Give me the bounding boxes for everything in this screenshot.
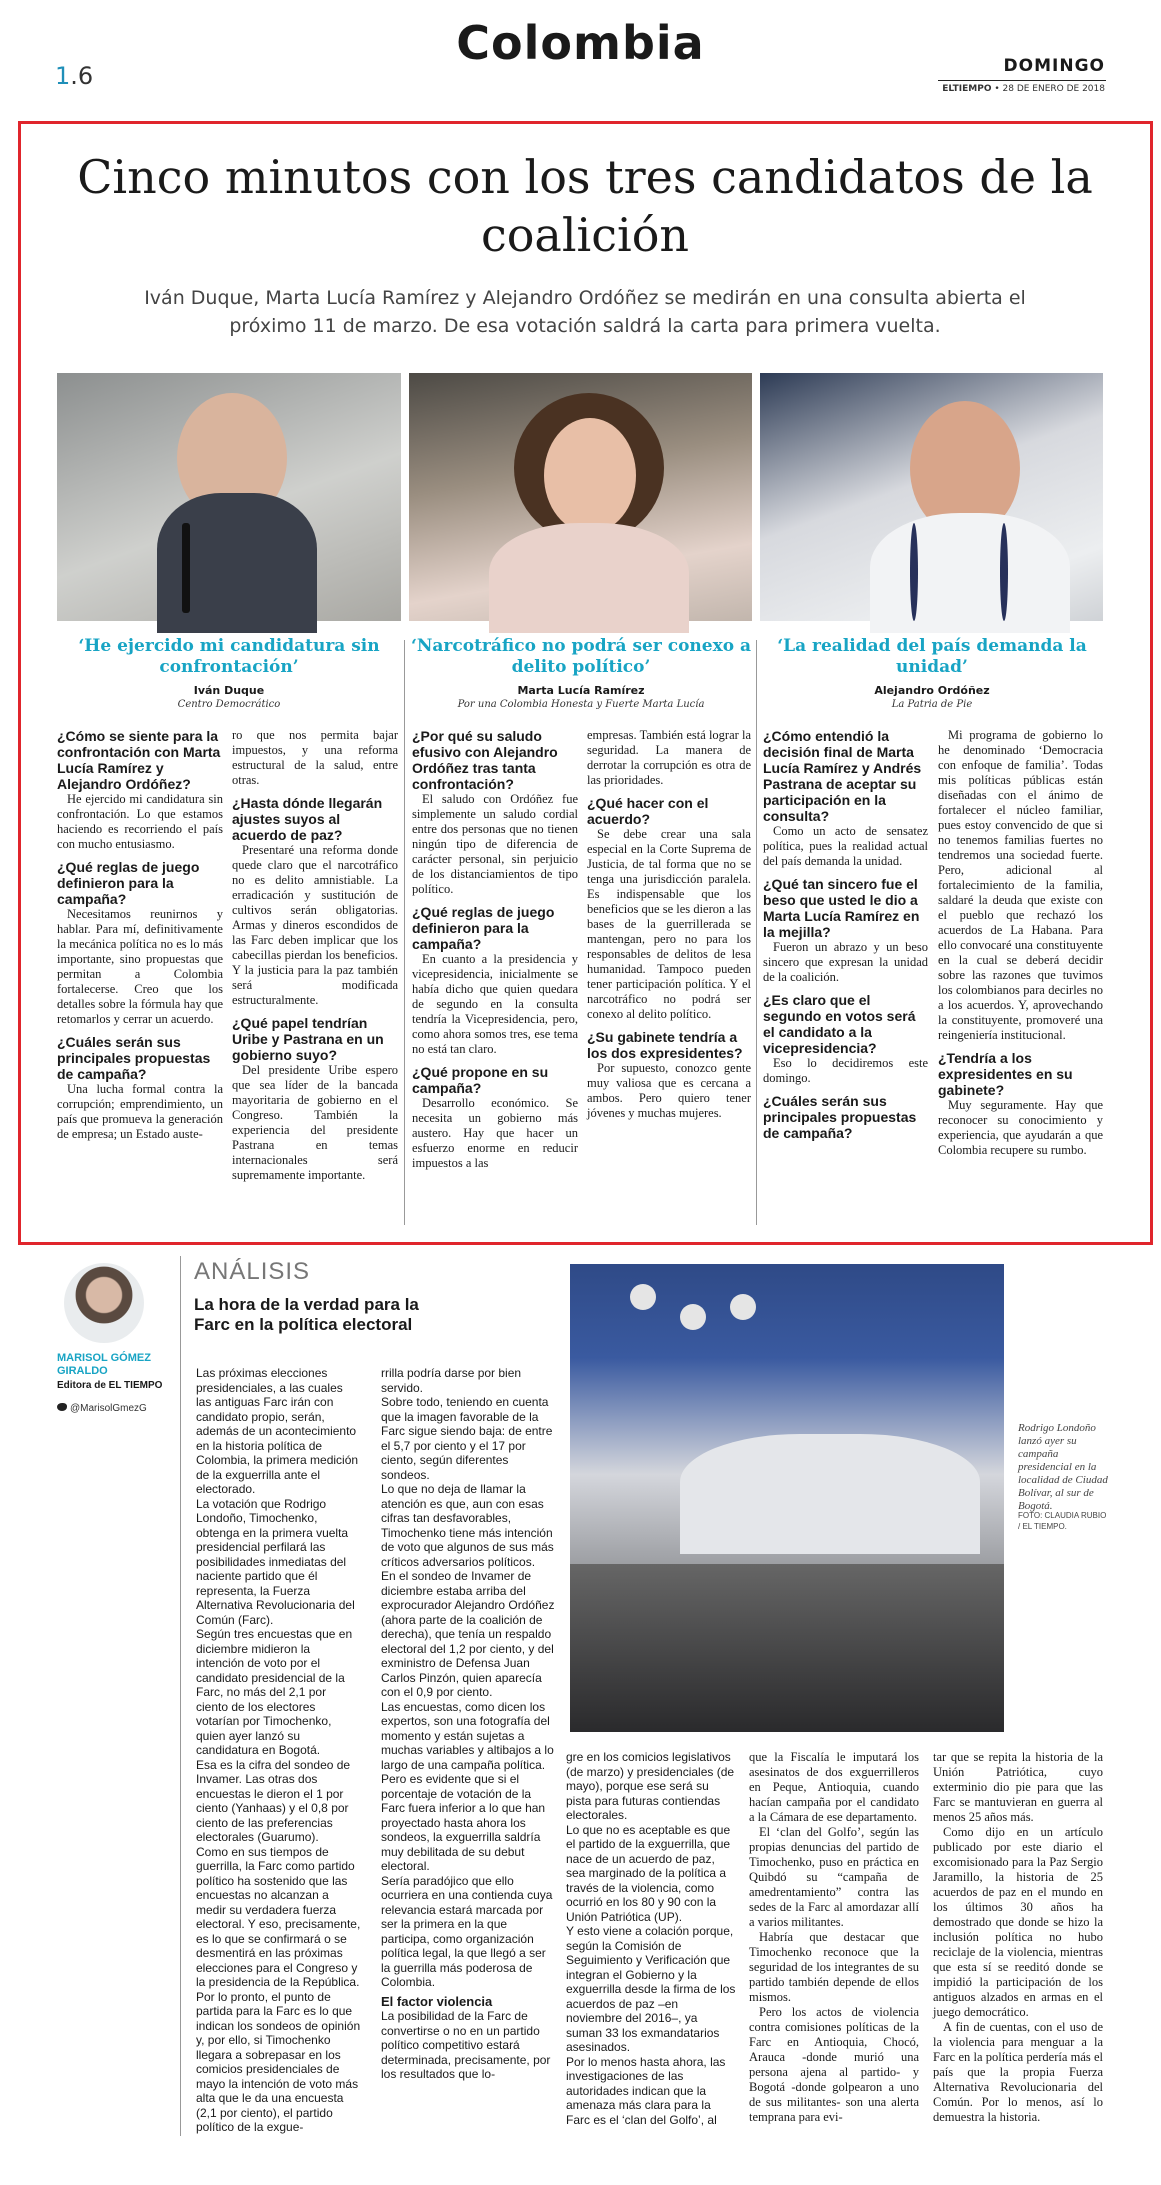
analysis-col-4: que la Fiscalía le imputará los asesinatos de dos exguerrilleros en Peque, Antioquia, cuando hacían campaña por el candidato a la Cámara de ese departamento. El ‘clan del Golfo’, según las propias denuncias del partido de Timochenko, puso en práctica en Quibdó su “campaña de amedrentamiento” contra las sedes de la Farc al amordazar allí a varios militantes. Habría que destacar que Timochenko reconoce que la seguridad de los integrantes de su partido también depende de ellos mismos. Pero los actos de violencia contra comisiones políticas de la Farc en Antioquia, Chocó, Arauca -donde murió una persona ajena al partido- y Bogotá -donde golpearon a uno de sus militantes- son una alerta temprana para evi- [749,1750,919,2124]
photo-ivan-duque [57,373,401,621]
candidate-3-quote: ‘La realidad del país demanda la unidad’ [777,636,1087,677]
candidate-3-col-b: Mi programa de gobierno lo he denominado ‘Democracia con enfoque de familia’. Todas mis políticas públicas están diseñadas con el ánimo de fortalecer el núcleo familiar, pues estoy convencido de que si no tenemos familias fuertes no tendremos una sociedad fuerte. Pero, adicional al fortalecimiento de la familia, saldaré la deuda que existe con el pueblo que rechazó los acuerdos de La Habana. Para ello convocaré una constituyente en la cual se deberá decidir sobre las razones que tuvimos los colombianos para decirles no a los acuerdos. Y, aprovechando la constituyente, promoveré una reingeniería institucional. ¿Tendría a los expresidentes en su gabinete? Muy seguramente. Hay que reconocer su conocimiento y experiencia, que ayudarán a que Colombia recupere su rumbo. [938,728,1103,1157]
candidate-1-quote: ‘He ejercido mi candidatura sin confrontación’ [78,636,380,677]
candidate-2-col-a: ¿Por qué su saludo efusivo con Alejandro Ordóñez tras tanta confrontación? El saludo con Ordóñez fue simplemente un saludo cordial entre dos personas que no tienen ningún tipo de diferencia de carácter personal, sin perjuicio de los distanciamientos de tipo político. ¿Qué reglas de juego definieron para la campaña? En cuanto a la presidencia y vicepresidencia, inicialmente se había dicho que quien quedara de segundo en la consulta tendría la Vicepresidencia, pero, como ahora somos tres, ese tema no está tan claro. ¿Qué propone en su campaña? Desarrollo económico. Se necesita un gobierno más austero. Hay que hacer un esfuerzo enorme en reducir impuestos a las [412,728,578,1170]
candidate-3-party: La Patria de Pie [891,699,973,710]
candidate-1-col-b: ro que nos permita bajar impuestos, y una reforma estructural de la salud, entre otras. ¿Hasta dónde llegarán ajustes suyos al acuerdo de paz? Presentaré una reforma donde quede claro que el narcotráfico no es delito amnistiable. La erradicación y sustitución de cultivos serán obligatorias. Armas y dineros escondidos de las Farc deben implicar que los cabecillas pierdan los beneficios. Y la justicia para la paz también será modificada estructuralmente. ¿Qué papel tendrían Uribe y Pastrana en un gobierno suyo? Del presidente Uribe espero que sea líder de la bancada mayoritaria de gobierno en el Congreso. También la experiencia del presidente Pastrana en temas internacionales será supremamente importante. [232,728,398,1182]
analysis-rule [180,1256,181,2136]
author-avatar [64,1263,144,1343]
candidate-2-quote: ‘Narcotráfico no podrá ser conexo a delito político’ [410,636,752,677]
analysis-col-5: tar que se repita la historia de la Unión Patriótica, cuyo exterminio dio pie para que las Farc se mantuvieran en guerra al menos 25 años más. Como dijo en un artículo publicado por este diario el excomisionado para la Paz Sergio Jaramillo, la historia de 25 acuerdos de paz en el mundo en los últimos 30 años ha demostrado que donde se hizo la inclusión política no hubo reciclaje de la violencia, mientras que esta sí se reeditó donde se impidió la participación de los antiguos alzados en armas en el juego democrático. A fin de cuentas, con el uso de la violencia para menguar a la Farc en la política perdería más el país que la propia Fuerza Alternativa Revolucionaria del Común. Por lo menos, así lo demuestra la historia. [933,1750,1103,2124]
column-rule [404,640,405,1225]
analysis-col-2: rrilla podría darse por bien servido. Sobre todo, teniendo en cuenta que la imagen favorable de la Farc sigue siendo baja: de entre el 5,7 por ciento y el 17 por ciento, según diferentes sondeos. Lo que no deja de llamar la atención es que, aun con esas cifras tan desfavorables, Timochenko tiene más intención de voto que algunos de sus más críticos adversarios políticos. En el sondeo de Invamer de diciembre estaba arriba del exprocurador Alejandro Ordóñez (ahora parte de la coalición de derecha), que tenía un respaldo electoral del 1,2 por ciento, y del exministro de Defensa Juan Carlos Pinzón, quien aparecía con el 0,9 por ciento. Las encuestas, como dicen los expertos, son una fotografía del momento y están sujetas a muchas variables y altibajos a lo largo de una campaña política. Pero es evidente que si el porcentaje de votación de la Farc fuera inferior a lo que han proyectado hasta ahora los sondeos, la exguerrilla saldría muy debilitada de su debut electoral. Sería paradójico que ello ocurriera en una contienda cuya relevancia estará marcada por ser la primera en la que participa, como organización política legal, la que llegó a ser la guerrilla más poderosa de Colombia. El factor violencia La posibilidad de la Farc de convertirse o no en un partido político competitivo estará determinada, precisamente, por los resultados que lo- [381,1366,555,2081]
headline: Cinco minutos con los tres candidatos de la coalición [77,150,1093,262]
photo-credit: FOTO: CLAUDIA RUBIO / EL TIEMPO. [1018,1511,1107,1531]
deck: Iván Duque, Marta Lucía Ramírez y Alejandro Ordóñez se medirán en una consulta abierta el próximo 11 de marzo. De esa votación saldrá la carta para primera vuelta. [144,287,1026,337]
candidate-3-name: Alejandro Ordóñez [874,684,990,697]
candidate-2-col-b: empresas. También está lograr la seguridad. La manera de derrotar la corrupción es otra de las prioridades. ¿Qué hacer con el acuerdo? Se debe crear una sala especial en la Corte Suprema de Justicia, de tal forma que no se tenga una jurisdicción paralela. Es indispensable que los beneficios que se les dieron a las bases de la guerrillerada se mantengan, pero no para los responsables de delitos de lesa humanidad. Tampoco pueden tener participación política. Y el narcotráfico no podrá ser conexo al delito político. ¿Su gabinete tendría a los dos expresidentes? Por supuesto, conozco gente muy valiosa que es cercana a ambos. Pero quiero tener jóvenes y muchas mujeres. [587,728,751,1120]
analysis-kicker: ANÁLISIS [194,1258,311,1285]
candidate-2-name: Marta Lucía Ramírez [517,684,645,697]
header-rule [938,80,1106,81]
candidate-3-col-a: ¿Cómo entendió la decisión final de Marta Lucía Ramírez y Andrés Pastrana de aceptar su participación en la consulta? Como un acto de sensatez política, pues la realidad actual del país demanda la unidad. ¿Qué tan sincero fue el beso que usted le dio a Marta Lucía Ramírez en la mejilla? Fueron un abrazo y un beso sincero que expresan la unidad de la coalición. ¿Es claro que el segundo en votos será el candidato a la vicepresidencia? Eso lo decidiremos este domingo. ¿Cuáles serán sus principales propuestas de campaña? [763,728,928,1141]
twitter-icon [57,1403,67,1411]
analysis-col-1: Las próximas elecciones presidenciales, a las cuales las antiguas Farc irán con candidato propio, serán, además de un acontecimiento en la historia política de Colombia, la primera medición de la exguerrilla ante el electorado. La votación que Rodrigo Londoño, Timochenko, obtenga en la primera vuelta presidencial perfilará las posibilidades inmediatas del naciente partido que él representa, la Fuerza Alternativa Revolucionaria del Común (Farc). Según tres encuestas que en diciembre midieron la intención de voto por el candidato presidencial de la Farc, no más del 2,1 por ciento de los electores votarían por Timochenko, quien ayer lanzó su candidatura en Bogotá. Esa es la cifra del sondeo de Invamer. Las otras dos encuestas le dieron el 1 por ciento (Yanhaas) y el 0,8 por ciento de las preferencias electorales (Guarumo). Como en sus tiempos de guerrilla, la Farc como partido político ha sostenido que las encuestas no alcanzan a medir su verdadera fuerza electoral. Y eso, precisamente, es lo que se confirmará o se desmentirá en las próximas elecciones para el Congreso y la presidencia de la República. Por lo pronto, el punto de partida para la Farc es lo que indican los sondeos de opinión y, por ello, si Timochenko llegara a sobrepasar en los comicios presidenciales de mayo la intención de voto más alta que le da una encuesta (2,1 por ciento), el partido político de la exgue- [196,1366,361,2134]
candidate-2-party: Por una Colombia Honesta y Fuerte Marta Lucía [457,699,705,710]
author-name: MARISOL GÓMEZ GIRALDO [57,1352,151,1377]
candidate-1-col-a: ¿Cómo se siente para la confrontación con Marta Lucía Ramírez y Alejandro Ordóñez? He ejercido mi candidatura sin confrontación. Lo que estamos haciendo es recorriendo el país con mucho entusiasmo. ¿Qué reglas de juego definieron para la campaña? Necesitamos reunirnos y hablar. Para mí, definitivamente la mecánica política no es lo más importante, sino propuestas que permitan a Colombia fortalecerse. Creo que los detalles sobre la fórmula hay que retomarlos y cerrar un acuerdo. ¿Cuáles serán sus principales propuestas de campaña? Una lucha formal contra la corrupción; emprendimiento, un país que promueva la generación de empresa; un Estado auste- [57,728,223,1141]
dateline: ELTIEMPO • 28 DE ENERO DE 2018 [942,84,1105,94]
candidate-1-party: Centro Democrático [177,699,281,710]
photo-campaign-launch [570,1264,1004,1732]
candidate-1-name: Iván Duque [193,684,265,697]
page-number: 1.6 [55,62,94,90]
analysis-col-3: gre en los comicios legislativos (de marzo) y presidenciales (de mayo), porque ese será su pista para futuras contiendas electorales. Lo que no es aceptable es que el partido de la exguerrilla, que nace de un acuerdo de paz, sea marginado de la política a través de la violencia, como ocurrió en los 80 y 90 con la Unión Patriótica (UP). Y esto viene a colación porque, según la Comisión de Seguimiento y Verificación que integran el Gobierno y la exguerrilla desde la firma de los acuerdos de paz –en noviembre del 2016–, ya suman 33 los exmandatarios asesinados. Por lo menos hasta ahora, las investigaciones de las autoridades indican que la amenaza más clara para la Farc es el ‘clan del Golfo’, al [566,1750,736,2127]
section-title: Colombia [456,16,705,70]
column-rule [756,640,757,1225]
analysis-headline: La hora de la verdad para la Farc en la política electoral [194,1295,419,1334]
photo-alejandro-ordonez [760,373,1103,621]
photo-caption: Rodrigo Londoño lanzó ayer su campaña presidencial en la localidad de Ciudad Bolívar, al sur de Bogotá. [1018,1422,1108,1512]
author-twitter[interactable]: @MarisolGmezG [57,1403,177,1414]
author-role: Editora de EL TIEMPO [57,1380,163,1391]
day-label: DOMINGO [1003,56,1105,76]
photo-marta-lucia-ramirez [409,373,752,621]
